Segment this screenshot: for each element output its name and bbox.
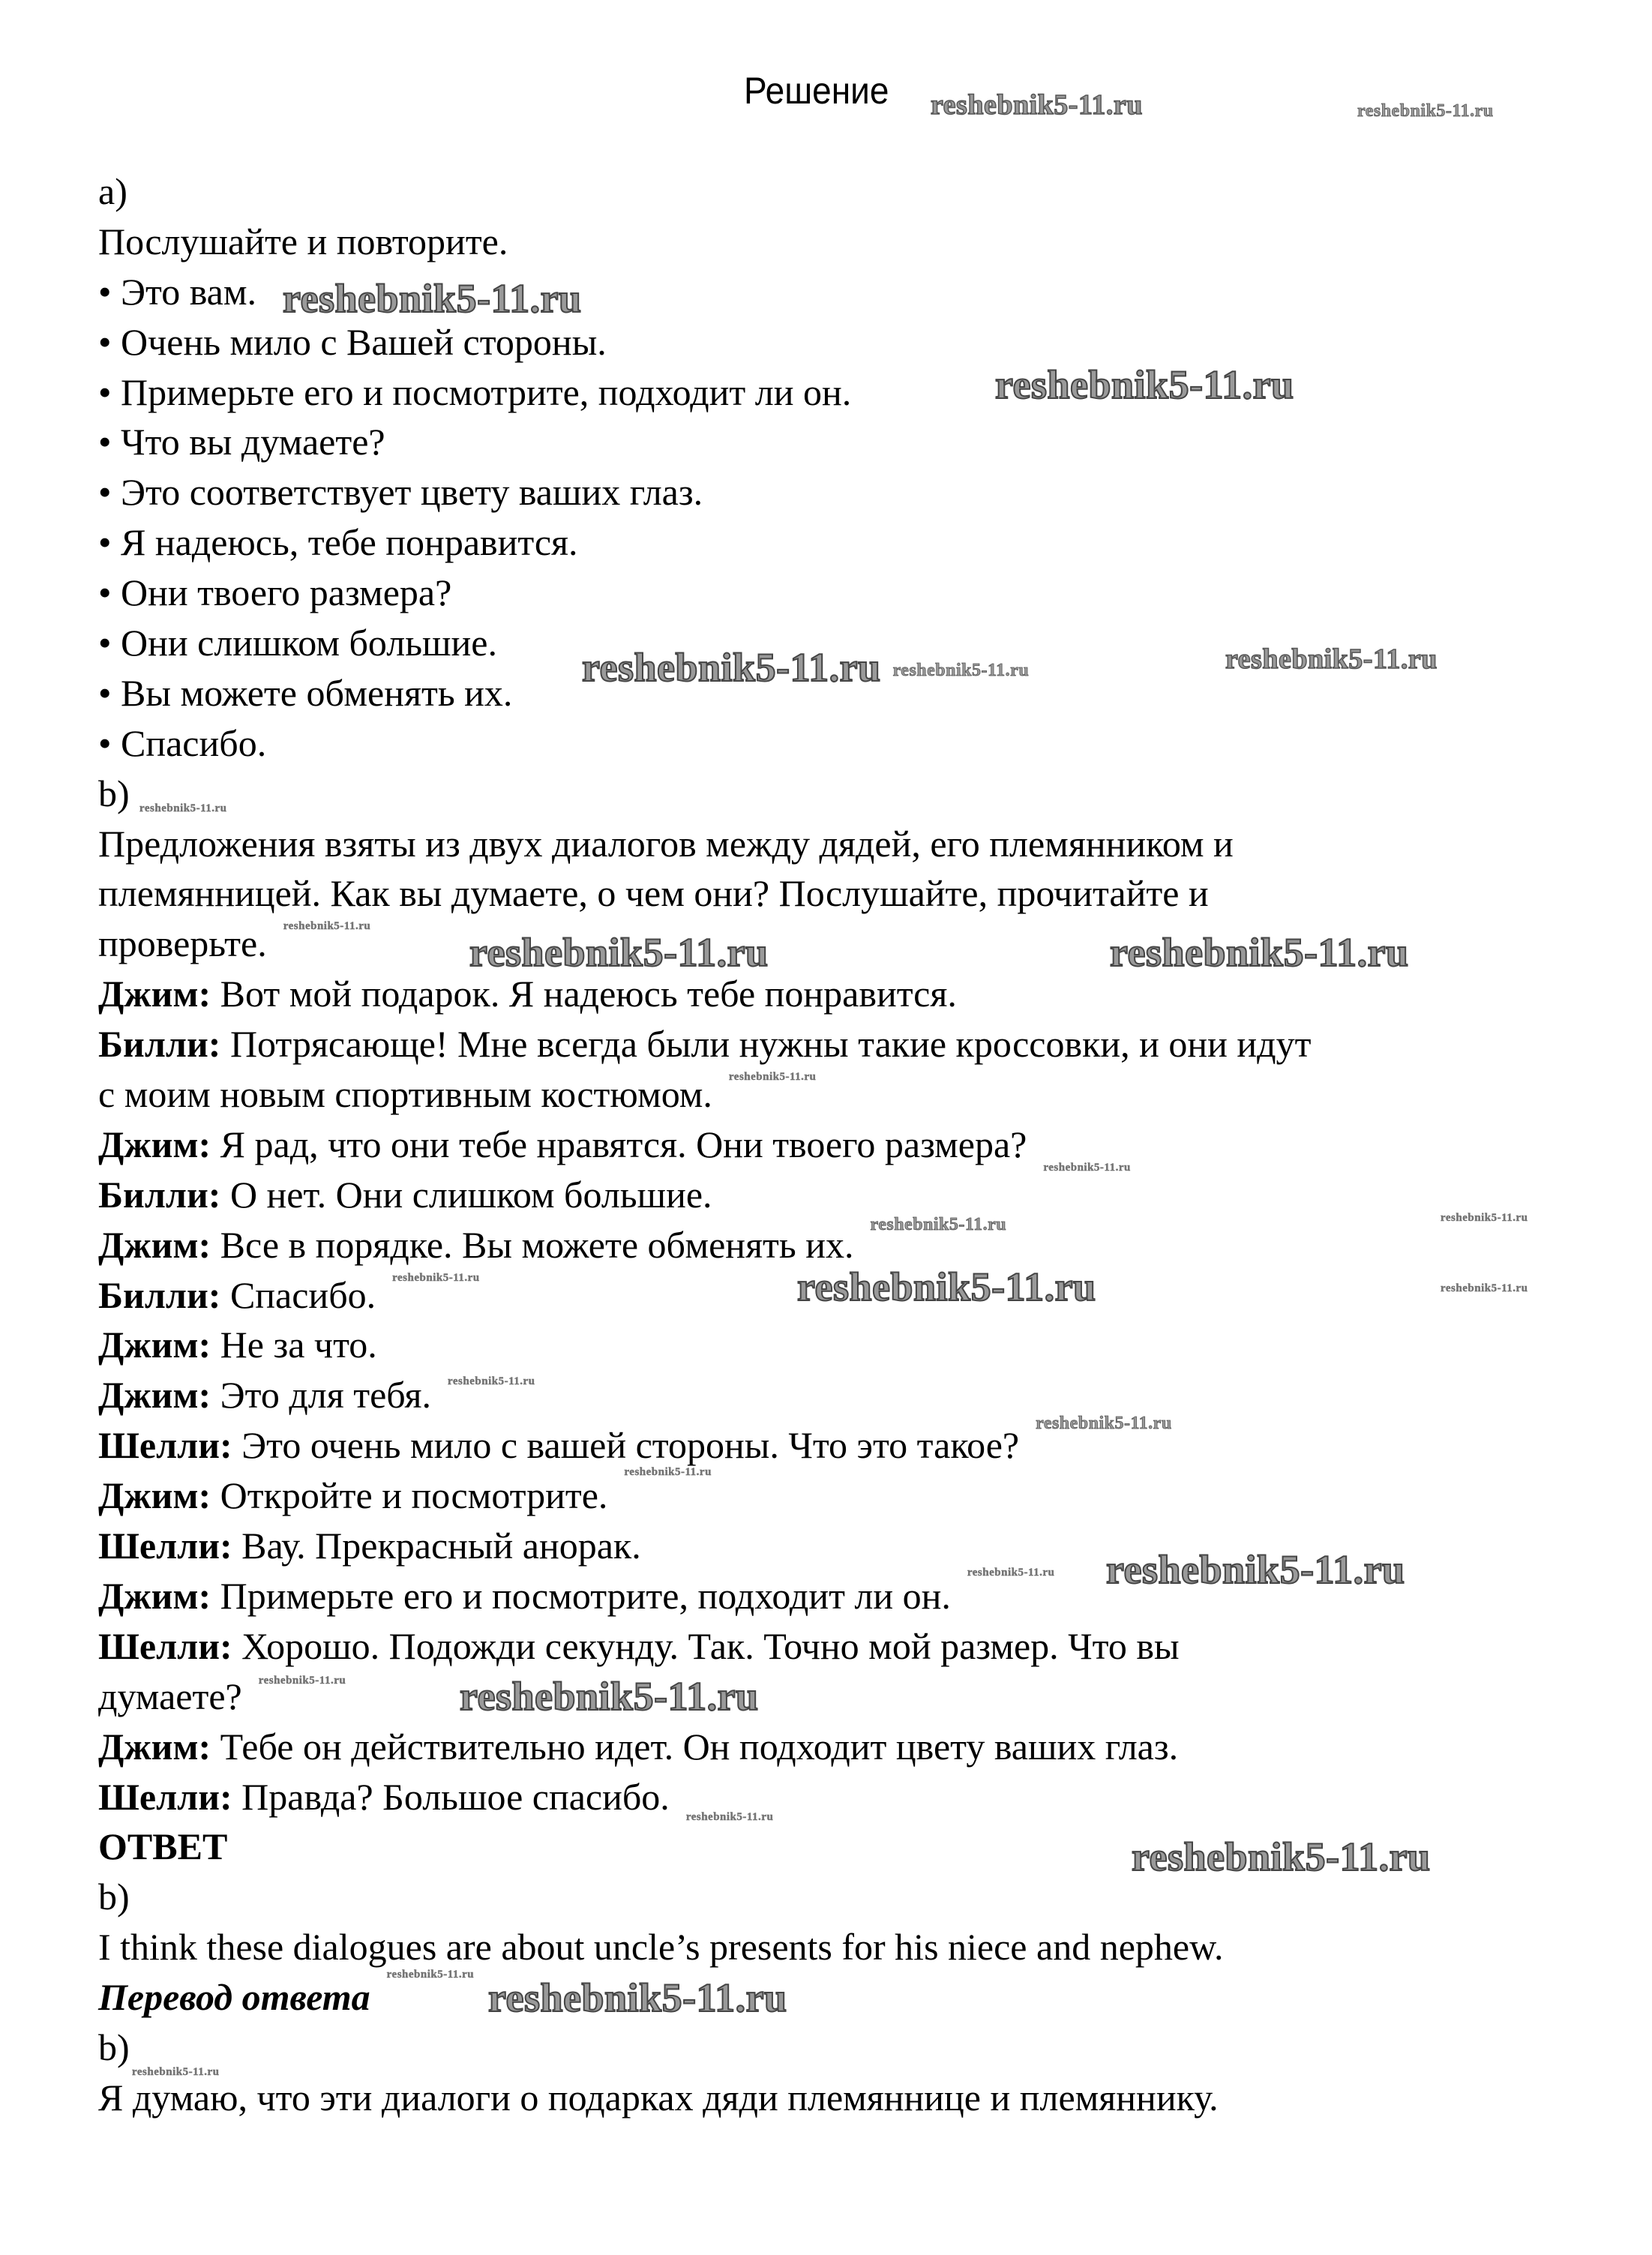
watermark: reshebnik5-11.ru xyxy=(460,1674,759,1719)
watermark: reshebnik5-11.ru xyxy=(685,1810,774,1823)
line-text: с моим новым спортивным костюмом. xyxy=(98,1073,712,1116)
line-text: проверьте. xyxy=(98,922,267,965)
line-text: Я думаю, что эти диалоги о подарках дяди племяннице и племяннику. xyxy=(98,2076,1219,2119)
watermark: reshebnik5-11.ru xyxy=(728,1070,817,1083)
watermark: reshebnik5-11.ru xyxy=(1225,643,1438,675)
line-text: Хорошо. Подожди секунду. Так. Точно мой размер. Что вы xyxy=(232,1624,1180,1667)
line-text: Спасибо. xyxy=(220,1273,376,1316)
line-text: • Это соответствует цвету ваших глаз. xyxy=(98,471,703,514)
speaker-name: Шелли: xyxy=(98,1525,232,1567)
watermark: reshebnik5-11.ru xyxy=(1357,100,1494,121)
dialogue-line xyxy=(98,1420,1598,1471)
line-text: Правда? Большое спасибо. xyxy=(232,1775,670,1818)
watermark: reshebnik5-11.ru xyxy=(139,802,227,814)
text-line xyxy=(98,568,1598,618)
text-line xyxy=(98,417,1598,467)
watermark: reshebnik5-11.ru xyxy=(469,930,769,975)
line-text: Откройте и посмотрите. xyxy=(211,1474,608,1517)
text-line xyxy=(98,367,1598,418)
line-text: Вау. Прекрасный анорак. xyxy=(232,1525,641,1567)
watermark: reshebnik5-11.ru xyxy=(1036,1413,1172,1433)
watermark: reshebnik5-11.ru xyxy=(967,1566,1055,1579)
watermark: reshebnik5-11.ru xyxy=(624,1465,712,1478)
watermark: reshebnik5-11.ru xyxy=(870,1214,1007,1234)
speaker-name: Джим: xyxy=(98,1474,211,1517)
watermark: reshebnik5-11.ru xyxy=(448,1375,535,1387)
dialogue-line xyxy=(98,1120,1598,1170)
dialogue-line xyxy=(98,1471,1598,1521)
line-text: племянницей. Как вы думаете, о чем они? Послушайте, прочитайте и xyxy=(98,872,1209,915)
text-line xyxy=(98,2023,1598,2073)
line-text: • Очень мило с Вашей стороны. xyxy=(98,320,607,363)
watermark: reshebnik5-11.ru xyxy=(892,660,1030,680)
speaker-name: Шелли: xyxy=(98,1624,232,1667)
line-text: Примерьте его и посмотрите, подходит ли он. xyxy=(211,1574,951,1617)
dialogue-line xyxy=(98,1019,1598,1069)
text-line xyxy=(98,769,1598,819)
text-line xyxy=(98,1972,1598,2023)
text-line xyxy=(98,317,1598,367)
watermark: reshebnik5-11.ru xyxy=(258,1674,346,1687)
line-text: Предложения взяты из двух диалогов между дядей, его племянником и xyxy=(98,822,1234,865)
speaker-name: Билли: xyxy=(98,1023,221,1066)
text-line xyxy=(98,517,1598,568)
line-text: • Что вы думаете? xyxy=(98,421,385,463)
page-title: Решение xyxy=(744,70,889,112)
line-text: • Это вам. xyxy=(98,270,256,313)
line-text: a) xyxy=(98,170,127,212)
line-text: думаете? xyxy=(98,1675,242,1717)
line-text: • Вы можете обменять их. xyxy=(98,671,513,714)
speaker-name: Джим: xyxy=(98,1123,211,1165)
dialogue-line xyxy=(98,1722,1598,1772)
dialogue-line xyxy=(98,969,1598,1019)
dialogue-line xyxy=(98,1370,1598,1420)
watermark: reshebnik5-11.ru xyxy=(995,362,1294,407)
dialogue-line xyxy=(98,1621,1598,1672)
line-text: • Они слишком большие. xyxy=(98,622,497,664)
watermark: reshebnik5-11.ru xyxy=(392,1271,480,1284)
line-text: ОТВЕТ xyxy=(98,1825,228,1868)
speaker-name: Джим: xyxy=(98,1574,211,1617)
line-text: b) xyxy=(98,2026,130,2068)
watermark: reshebnik5-11.ru xyxy=(1106,1547,1405,1592)
line-text: I think these dialogues are about uncle’s presents for his niece and nephew. xyxy=(98,1926,1224,1969)
line-text: Я рад, что они тебе нравятся. Они твоего размера? xyxy=(211,1123,1027,1165)
line-text: • Спасибо. xyxy=(98,721,267,764)
speaker-name: Билли: xyxy=(98,1273,221,1316)
line-text: Перевод ответа xyxy=(98,1976,370,2019)
watermark: reshebnik5-11.ru xyxy=(1441,1211,1528,1224)
text-line xyxy=(98,868,1598,919)
text-line xyxy=(98,1922,1598,1972)
line-text: • Примерьте его и посмотрите, подходит ли он. xyxy=(98,370,852,413)
watermark: reshebnik5-11.ru xyxy=(1110,930,1409,975)
speaker-name: Шелли: xyxy=(98,1775,232,1818)
watermark: reshebnik5-11.ru xyxy=(1043,1161,1131,1174)
watermark: reshebnik5-11.ru xyxy=(582,645,881,690)
speaker-name: Джим: xyxy=(98,1374,211,1417)
watermark: reshebnik5-11.ru xyxy=(386,1968,475,1981)
text-line xyxy=(98,2073,1598,2123)
text-line xyxy=(98,1069,1598,1120)
dialogue-line xyxy=(98,1772,1598,1822)
dialogue-line xyxy=(98,1220,1598,1270)
watermark: reshebnik5-11.ru xyxy=(1132,1834,1431,1879)
watermark: reshebnik5-11.ru xyxy=(283,276,582,321)
line-text: Тебе он действительно идет. Он подходит цвету ваших глаз. xyxy=(211,1725,1179,1768)
dialogue-line xyxy=(98,1320,1598,1370)
line-text: Все в порядке. Вы можете обменять их. xyxy=(211,1223,854,1266)
line-text: b) xyxy=(98,772,130,814)
watermark: reshebnik5-11.ru xyxy=(488,1975,787,2020)
line-text: • Они твоего размера? xyxy=(98,571,452,614)
line-text: Послушайте и повторите. xyxy=(98,220,508,262)
text-line xyxy=(98,718,1598,769)
text-line xyxy=(98,217,1598,267)
speaker-name: Джим: xyxy=(98,1324,211,1366)
document-body xyxy=(98,166,1598,2123)
line-text: • Я надеюсь, тебе понравится. xyxy=(98,521,578,564)
line-text: Потрясающе! Мне всегда были нужны такие кроссовки, и они идут xyxy=(220,1023,1312,1066)
speaker-name: Шелли: xyxy=(98,1424,232,1467)
watermark: reshebnik5-11.ru xyxy=(283,919,371,932)
speaker-name: Джим: xyxy=(98,1725,211,1768)
line-text: b) xyxy=(98,1876,130,1918)
text-line xyxy=(98,467,1598,517)
speaker-name: Джим: xyxy=(98,1223,211,1266)
line-text: Вот мой подарок. Я надеюсь тебе понравится. xyxy=(211,973,957,1015)
watermark: reshebnik5-11.ru xyxy=(931,89,1143,121)
text-line xyxy=(98,819,1598,869)
watermark: reshebnik5-11.ru xyxy=(797,1264,1096,1309)
speaker-name: Джим: xyxy=(98,973,211,1015)
line-text: Это очень мило с вашей стороны. Что это такое? xyxy=(232,1424,1020,1467)
line-text: Это для тебя. xyxy=(211,1374,431,1417)
speaker-name: Билли: xyxy=(98,1173,221,1216)
line-text: О нет. Они слишком большие. xyxy=(220,1173,712,1216)
dialogue-line xyxy=(98,1170,1598,1220)
watermark: reshebnik5-11.ru xyxy=(132,2065,220,2078)
text-line xyxy=(98,166,1598,217)
watermark: reshebnik5-11.ru xyxy=(1441,1282,1528,1294)
line-text: Не за что. xyxy=(211,1324,377,1366)
